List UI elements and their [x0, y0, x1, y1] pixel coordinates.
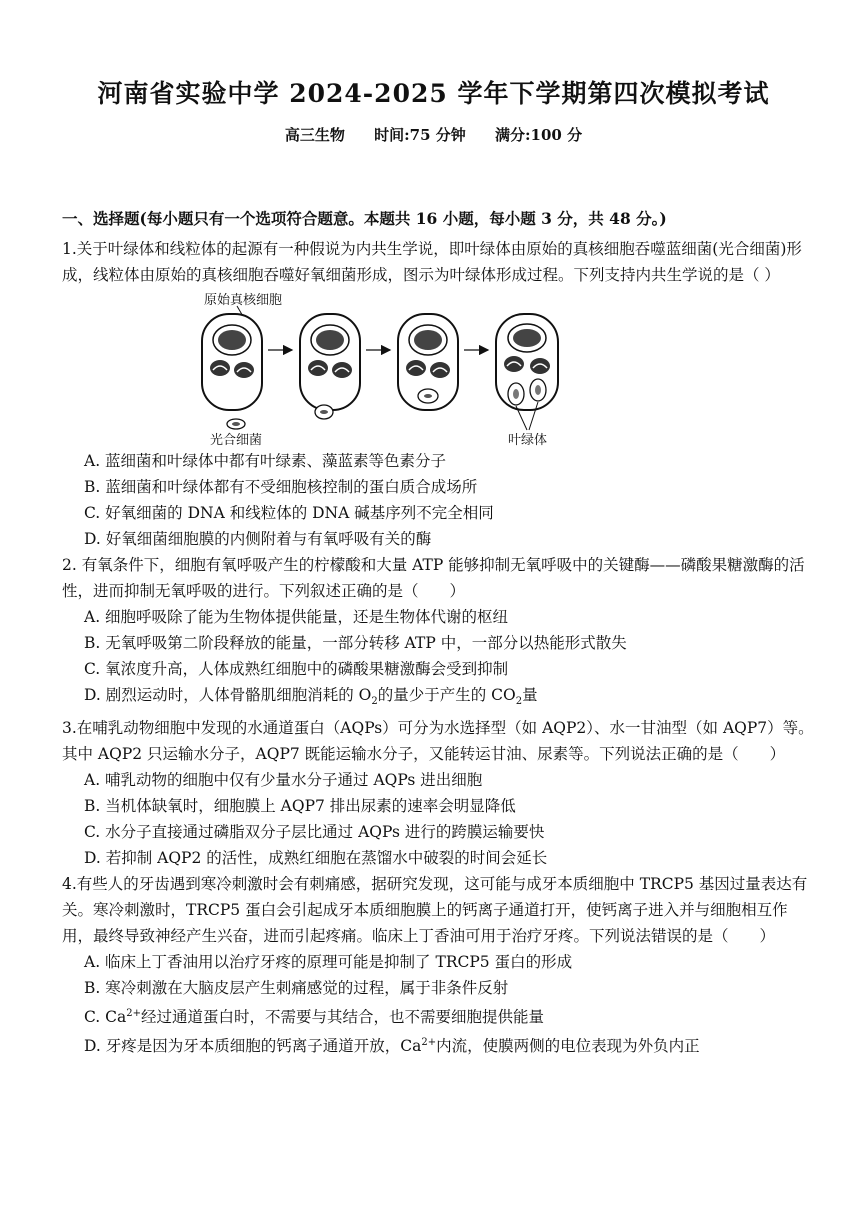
figure-label-eukaryote: 原始真核细胞	[204, 293, 283, 308]
figure-label-bacteria: 光合细菌	[210, 433, 263, 448]
question-2-option-b: B. 无氧呼吸第二阶段释放的能量，一部分转移 ATP 中，一部分以热能形式散失	[84, 634, 627, 652]
cell-stage-3	[398, 314, 458, 410]
question-2-option-a: A. 细胞呼吸除了能为生物体提供能量，还是生物体代谢的枢纽	[84, 608, 509, 626]
q2-d-sub-2: 2	[515, 696, 523, 708]
question-1-stem: 1.关于叶绿体和线粒体的起源有一种假说为内共生学说，即叶绿体由原始的真核细胞吞噬蓝细菌(光合细菌)形成，线粒体由原始的真核细胞吞噬好氧细菌形成，图示为叶绿体形成过程。下列支持内共生学说的是（ ）	[62, 240, 802, 284]
question-4-option-d	[84, 1030, 814, 1059]
subject-label: 高三生物	[284, 126, 345, 144]
score-label: 满分:100 分	[495, 126, 583, 144]
exam-title: 河南省实验中学 2024-2025 学年下学期第四次模拟考试	[97, 79, 770, 108]
question-1-option-b: B. 蓝细菌和叶绿体都有不受细胞核控制的蛋白质合成场所	[84, 478, 478, 496]
question-3-option-b: B. 当机体缺氧时，细胞膜上 AQP7 排出尿素的速率会明显降低	[84, 797, 516, 816]
question-1-option-c: C. 好氧细菌的 DNA 和线粒体的 DNA 碱基序列不完全相同	[84, 504, 494, 522]
q4-c-text-1: C. Ca	[84, 1008, 127, 1027]
q4-d-text-2: 内流，使膜两侧的电位表现为外负内正	[436, 1037, 700, 1056]
question-3-option-d: D. 若抑制 AQP2 的活性，成熟红细胞在蒸馏水中破裂的时间会延长	[84, 849, 548, 868]
q2-d-text-1: D. 剧烈运动时，人体骨骼肌细胞消耗的 O	[84, 686, 372, 704]
endosymbiosis-diagram	[192, 290, 572, 446]
question-1-option-a: A. 蓝细菌和叶绿体中都有叶绿素、藻蓝素等色素分子	[84, 452, 447, 470]
exam-subtitle	[0, 124, 867, 145]
cell-stage-1	[202, 314, 262, 429]
question-3-option-a: A. 哺乳动物的细胞中仅有少量水分子通过 AQPs 进出细胞	[84, 771, 483, 790]
q4-c-text-2: 经过通道蛋白时，不需要与其结合，也不需要细胞提供能量	[141, 1008, 545, 1027]
question-2-stem: 2. 有氧条件下，细胞有氧呼吸产生的柠檬酸和大量 ATP 能够抑制无氧呼吸中的关键酶——磷酸果糖激酶的活性，进而抑制无氧呼吸的进行。下列叙述正确的是（ ）	[62, 556, 805, 600]
q4-d-text-1: D. 牙疼是因为牙本质细胞的钙离子通道开放，Ca	[84, 1037, 422, 1056]
question-4-option-c	[84, 1001, 814, 1030]
endosymbiosis-figure	[62, 290, 814, 446]
q2-d-text-3: 量	[522, 686, 538, 704]
question-2-option-d	[84, 682, 814, 715]
cell-stage-2	[300, 314, 360, 419]
q4-c-sup: 2+	[126, 1008, 142, 1020]
question-1-option-d: D. 好氧细菌细胞膜的内侧附着与有氧呼吸有关的酶	[84, 530, 432, 548]
cell-stage-4	[496, 314, 558, 430]
questions-content	[62, 236, 814, 1059]
q2-d-sub-1: 2	[371, 696, 378, 708]
question-4-option-a: A. 临床上丁香油用以治疗牙疼的原理可能是抑制了 TRCP5 蛋白的形成	[84, 953, 573, 972]
question-2-option-c: C. 氧浓度升高，人体成熟红细胞中的磷酸果糖激酶会受到抑制	[84, 660, 509, 678]
figure-label-chloroplast: 叶绿体	[508, 433, 548, 448]
question-4-stem: 4.有些人的牙齿遇到寒冷刺激时会有刺痛感，据研究发现，这可能与成牙本质细胞中 TRCP5 基因过量表达有关。寒冷刺激时，TRCP5 蛋白会引起成牙本质细胞膜上的钙离子通道打开，使钙离子进入并与细胞相互作用，最终导致神经产生兴奋，进而引起疼痛。临床上丁香油可用于治疗牙疼。下列说法错误的是（ ）	[62, 875, 808, 946]
section-title: 一、选择题(每小题只有一个选项符合题意。本题共 16 小题，每小题 3 分，共 48 分。)	[62, 209, 667, 228]
question-3-option-c: C. 水分子直接通过磷脂双分子层比通过 AQPs 进行的跨膜运输要快	[84, 823, 545, 842]
question-4-option-b: B. 寒冷刺激在大脑皮层产生刺痛感觉的过程，属于非条件反射	[84, 979, 509, 998]
q2-d-text-2: 的量少于产生的 CO	[377, 686, 516, 704]
time-label: 时间:75 分钟	[374, 126, 466, 144]
question-3-stem: 3.在哺乳动物细胞中发现的水通道蛋白（AQPs）可分为水选择型（如 AQP2）、水一甘油型（如 AQP7）等。其中 AQP2 只运输水分子，AQP7 既能运输水分子，又能转运甘油、尿素等。下列说法正确的是（ ）	[62, 719, 814, 764]
q4-d-sup: 2+	[421, 1037, 437, 1049]
